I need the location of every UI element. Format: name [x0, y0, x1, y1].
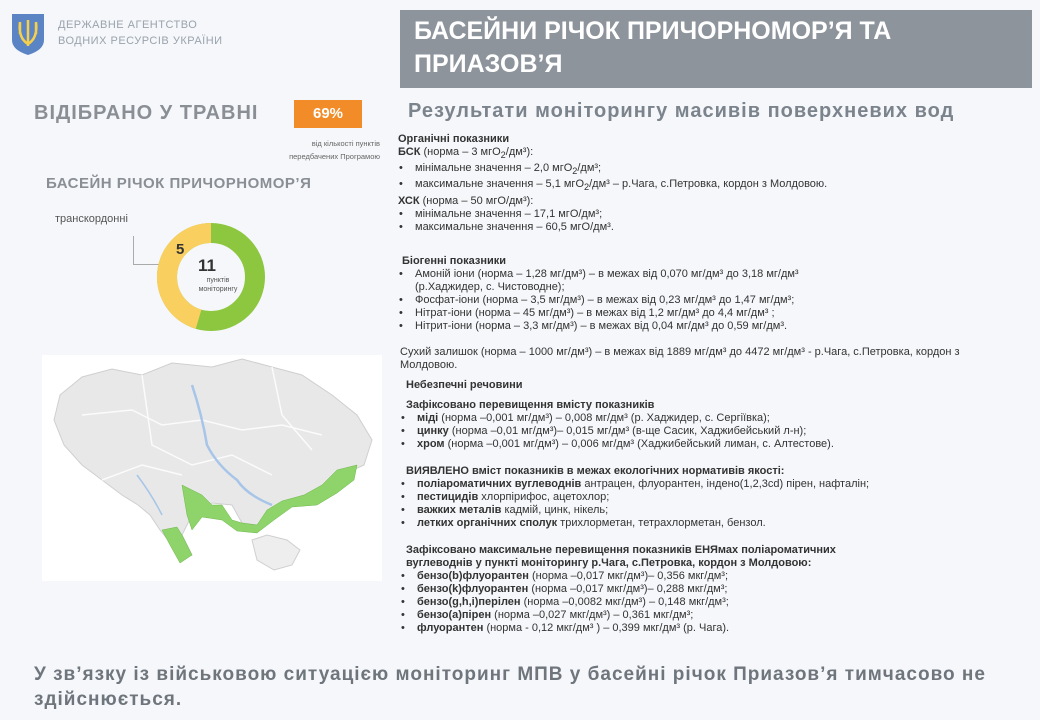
exceed-heading: Зафіксовано перевищення вмісту показників: [406, 399, 655, 411]
max-item: [400, 596, 1026, 609]
detected-item-text: трихлорметан, тетрахлорметан, бензол.: [557, 517, 766, 529]
leader-line: [133, 236, 134, 264]
selected-percent-badge: 69%: [294, 100, 362, 128]
biogenic-item: • Нітрит-іони (норма – 3,3 мг/дм³) – в межах від 0,04 мг/дм³ до 0,59 мг/дм³.: [398, 320, 1018, 333]
bottom-note: У зв’язку із військовою ситуацією моніторинг МПВ у басейні річок Приазов’я тимчасово не здійснюється.: [34, 664, 986, 710]
biogenic-item: • Нітрат-іони (норма – 45 мг/дм³) – в межах від 1,2 мг/дм³ до 4,4 мг/дм³ ;: [398, 307, 1018, 320]
detected-item: [400, 491, 1026, 504]
max-item-name: бензо(k)флуорантен: [417, 583, 529, 595]
exceed-item-text: (норма –0,01 мг/дм³)– 0,015 мг/дм³ (в-ще Сасик, Хаджибейський л-н);: [448, 425, 807, 437]
hsk-min-item: • мінімальне значення – 17,1 мгО/дм³;: [398, 208, 1018, 221]
organic-section: [398, 133, 1018, 234]
detected-item: [400, 478, 1026, 491]
hazardous-heading: Небезпечні речовини: [406, 379, 523, 391]
exceed-item: [400, 438, 1026, 451]
bsk-max-end: /дм³ – р.Чага, с.Петровка, кордон з Молдовою.: [589, 178, 828, 191]
bsk-norm-line: [398, 146, 1018, 162]
percent-note-line-1: від кількості пунктів: [311, 139, 380, 148]
detected-item-name: важких металів: [417, 504, 502, 516]
max-item: [400, 583, 1026, 596]
exceed-item-name: хром: [417, 438, 445, 450]
basin-title: БАСЕЙН РІЧОК ПРИЧОРНОМОР’Я: [46, 175, 312, 192]
max-item: [400, 622, 1026, 635]
exceed-item-text: (норма –0,001 мг/дм³) – 0,006 мг/дм³ (Хаджибейський лиман, с. Алтестове).: [444, 438, 834, 450]
bsk-norm-end: /дм³):: [505, 146, 534, 158]
biogenic-item: • Фосфат-іони (норма – 3,5 мг/дм³) – в межах від 0,23 мг/дм³ до 1,47 мг/дм³;: [398, 294, 1018, 307]
max-item-text: (норма –0,017 мкг/дм³)– 0,288 мкг/дм³;: [528, 583, 728, 595]
dry-residue-text: Сухий залишок (норма – 1000 мг/дм³) – в межах від 1889 мг/дм³ до 4472 мг/дм³ - р.Чага, с.Петровка, кордон з Молдовою.: [400, 346, 960, 371]
max-heading-line-2: вуглеводнів у пункті моніторингу р.Чага, с.Петровка, кордон з Молдовою:: [406, 557, 812, 569]
max-item-text: (норма - 0,12 мкг/дм³ ) – 0,399 мкг/дм³ (р. Чага).: [483, 622, 730, 634]
transborder-label: транскордонні: [55, 213, 128, 225]
max-item-name: бензо(b)флуорантен: [417, 570, 529, 582]
detected-item: [400, 504, 1026, 517]
organic-heading: Органічні показники: [398, 133, 510, 145]
detected-item-name: поліароматичних вуглеводнів: [417, 478, 582, 490]
exceed-item-name: міді: [417, 412, 439, 424]
max-item-text: (норма –0,017 мкг/дм³)– 0,356 мкг/дм³;: [528, 570, 729, 582]
bsk-norm-subscript: 2: [500, 150, 506, 161]
agency-line-2: ВОДНИХ РЕСУРСІВ УКРАЇНИ: [58, 35, 223, 47]
detected-item-text: хлорпірифос, ацетохлор;: [478, 491, 610, 503]
bsk-min-item: [398, 162, 1018, 178]
biogenic-section: [398, 255, 1018, 333]
hsk-norm-line: [398, 195, 1018, 208]
max-item: [400, 570, 1026, 583]
biogenic-heading: Біогенні показники: [402, 255, 507, 267]
ammonium-text: Амоній іони (норма – 1,28 мг/дм³) – в межах від 0,070 мг/дм³ до 3,18 мг/дм³: [415, 268, 799, 280]
percent-note: [272, 137, 380, 163]
donut-subtitle-line-2: моніторингу: [198, 286, 238, 293]
max-list: [400, 570, 1026, 635]
hsk-label: ХСК: [398, 194, 420, 207]
biogenic-item: [398, 268, 1018, 294]
exceed-list: [400, 412, 1026, 451]
results-title: Результати моніторингу масивів поверхневих вод: [408, 100, 955, 122]
bsk-norm: (норма – 3 мгО: [420, 146, 501, 158]
donut-transborder-count: 5: [176, 241, 185, 258]
max-item-text: (норма –0,0082 мкг/дм³) – 0,148 мкг/дм³;: [520, 596, 729, 608]
trident-icon: [8, 12, 48, 56]
bsk-min: мінімальне значення – 2,0 мгО: [415, 162, 573, 175]
donut-subtitle-line-1: пунктів: [206, 277, 230, 284]
exceed-item: [400, 425, 1026, 438]
bsk-max-item: [398, 178, 1018, 194]
hazardous-section: [406, 379, 1026, 635]
max-heading-line-1: Зафіксовано максимальне перевищення показників ЕНЯмах поліароматичних: [406, 544, 836, 556]
ukraine-basin-map: [42, 355, 382, 581]
ammonium-continuation: (р.Хаджидер, с. Чистоводне);: [415, 281, 565, 293]
max-item: [400, 609, 1026, 622]
max-item-name: флуорантен: [417, 622, 484, 634]
detected-list: [400, 478, 1026, 530]
bsk-label: БСК: [398, 146, 421, 158]
detected-item: [400, 517, 1026, 530]
bsk-max: максимальне значення – 5,1 мгО: [415, 178, 584, 191]
percent-note-line-2: передбачених Програмою: [289, 152, 380, 161]
exceed-item-name: цинку: [417, 425, 449, 437]
detected-item-text: кадмій, цинк, нікель;: [501, 504, 609, 516]
detected-heading: ВИЯВЛЕНО вміст показників в межах екологічних нормативів якості:: [406, 465, 785, 477]
max-item-name: бензо(а)пірен: [417, 609, 492, 621]
hsk-norm: (норма – 50 мгО/дм³):: [419, 194, 534, 207]
detected-item-text: антрацен, флуорантен, індено(1,2,3cd) пірен, нафталін;: [581, 478, 870, 490]
agency-name: [58, 17, 223, 49]
page-title: БАСЕЙНИ РІЧОК ПРИЧОРНОМОР’Я ТА ПРИАЗОВ’Я: [400, 10, 1032, 88]
donut-total-count: 11: [198, 256, 216, 275]
exceed-item: [400, 412, 1026, 425]
donut-subtitle: [196, 276, 240, 294]
max-heading: [406, 544, 1026, 570]
max-item-name: бензо(g,h,i)перілен: [417, 596, 521, 608]
max-item-text: (норма –0,027 мкг/дм³) – 0,361 мкг/дм³;: [491, 609, 694, 621]
bsk-min-end: /дм³;: [577, 162, 602, 175]
hsk-max-item: • максимальне значення – 60,5 мгО/дм³.: [398, 221, 1018, 234]
selected-label: ВІДІБРАНО У ТРАВНІ: [34, 102, 259, 124]
agency-line-1: ДЕРЖАВНЕ АГЕНТСТВО: [58, 19, 198, 31]
exceed-item-text: (норма –0,001 мг/дм³) – 0,008 мг/дм³ (р. Хаджидер, с. Сергіївка);: [438, 412, 770, 424]
bsk-max-subscript: 2: [584, 182, 590, 193]
detected-item-name: пестицидів: [417, 491, 479, 503]
detected-item-name: летких органічних сполук: [417, 517, 558, 529]
bsk-min-subscript: 2: [572, 166, 578, 177]
